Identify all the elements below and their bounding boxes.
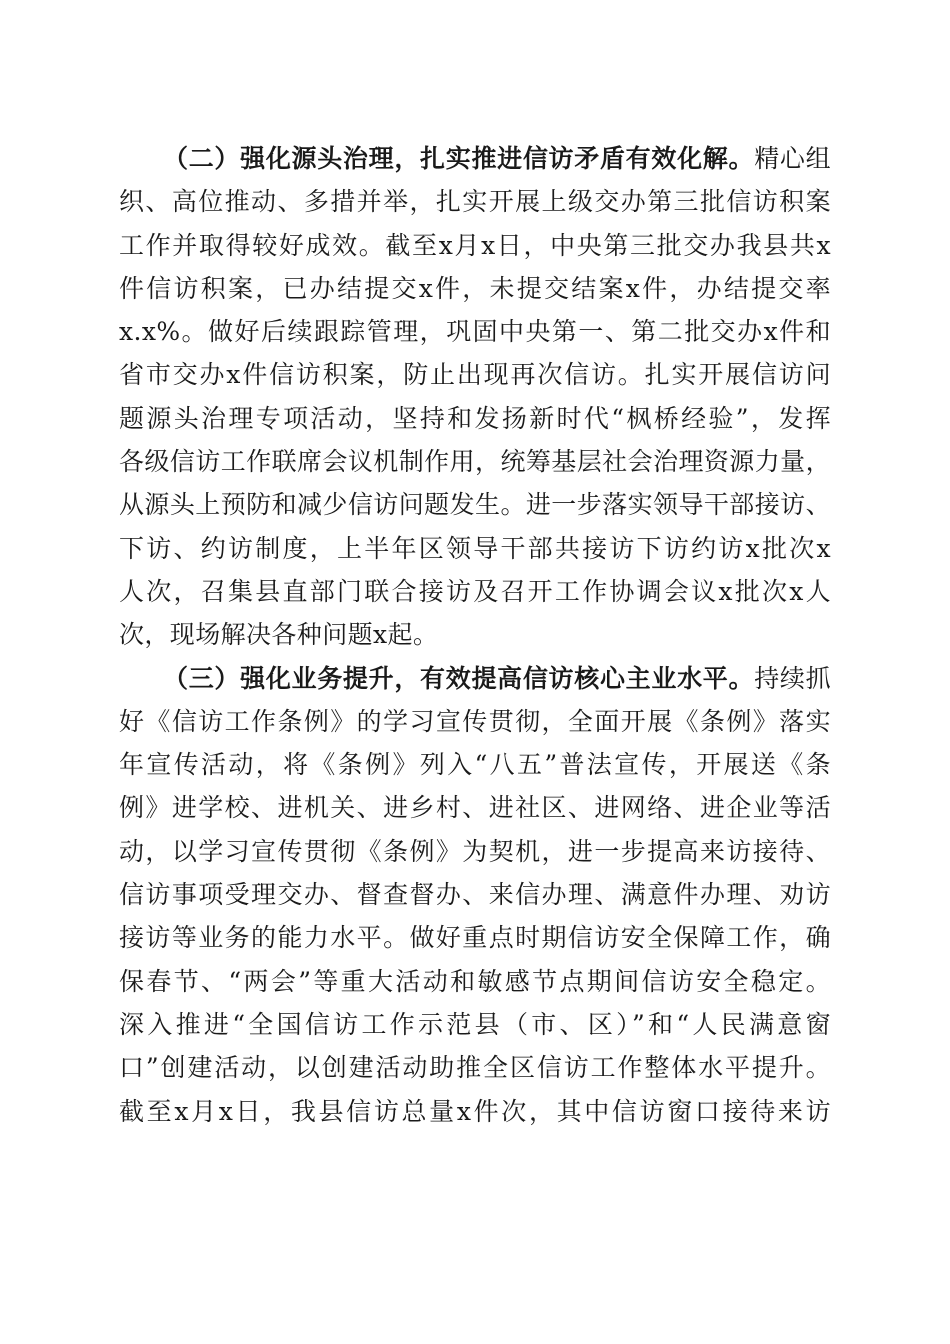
section-heading: （二）强化源头治理，扎实推进信访矛盾有效化解。 xyxy=(163,144,755,173)
paragraph-line: 年宣传活动，将《条例》列入“八五”普法宣传，开展送《条 xyxy=(119,750,831,780)
paragraph-line: 省市交办x件信访积案，防止出现再次信访。扎实开展信访问 xyxy=(119,360,831,390)
paragraph-line: 次，现场解决各种问题x起。 xyxy=(119,620,439,650)
paragraph-line: 深入推进“全国信访工作示范县（市、区）”和“人民满意窗 xyxy=(119,1009,831,1039)
paragraph-line: 题源头治理专项活动，坚持和发扬新时代“枫桥经验”，发挥 xyxy=(119,403,831,433)
paragraph-line: 件信访积案，已办结提交x件，未提交结案x件，办结提交率 xyxy=(119,273,831,303)
paragraph-line xyxy=(119,657,831,700)
paragraph-line: 接访等业务的能力水平。做好重点时期信访安全保障工作，确 xyxy=(119,923,831,953)
paragraph-line: 口”创建活动，以创建活动助推全区信访工作整体水平提升。 xyxy=(119,1053,831,1083)
paragraph-line: 信访事项受理交办、督查督办、来信办理、满意件办理、劝访 xyxy=(119,880,831,910)
paragraph-line: x.x%。做好后续跟踪管理，巩固中央第一、第二批交办x件和 xyxy=(119,317,831,347)
paragraph-line: 人次，召集县直部门联合接访及召开工作协调会议x批次x人 xyxy=(119,576,831,606)
document-body xyxy=(119,137,831,1133)
paragraph-line: 保春节、“两会”等重大活动和敏感节点期间信访安全稳定。 xyxy=(119,966,831,996)
paragraph-line: 动，以学习宣传贯彻《条例》为契机，进一步提高来访接待、 xyxy=(119,836,831,866)
paragraph-text: 持续抓 xyxy=(754,663,832,693)
paragraph-line: 各级信访工作联席会议机制作用，统筹基层社会治理资源力量， xyxy=(119,447,831,477)
paragraph-line: 例》进学校、进机关、进乡村、进社区、进网络、进企业等活 xyxy=(119,793,831,823)
paragraph-line: 下访、约访制度，上半年区领导干部共接访下访约访x批次x xyxy=(119,533,831,563)
paragraph-line: 从源头上预防和减少信访问题发生。进一步落实领导干部接访、 xyxy=(119,490,831,520)
paragraph-line: 织、高位推动、多措并举，扎实开展上级交办第三批信访积案 xyxy=(119,187,831,217)
paragraph-text: 精心组 xyxy=(754,144,832,173)
paragraph-line: 截至x月x日，我县信访总量x件次，其中信访窗口接待来访 xyxy=(119,1096,831,1126)
paragraph-line xyxy=(119,137,831,180)
section-heading: （三）强化业务提升，有效提高信访核心主业水平。 xyxy=(163,663,755,693)
paragraph-line: 工作并取得较好成效。截至x月x日，中央第三批交办我县共x xyxy=(119,230,831,260)
paragraph-line: 好《信访工作条例》的学习宣传贯彻，全面开展《条例》落实 xyxy=(119,706,831,736)
